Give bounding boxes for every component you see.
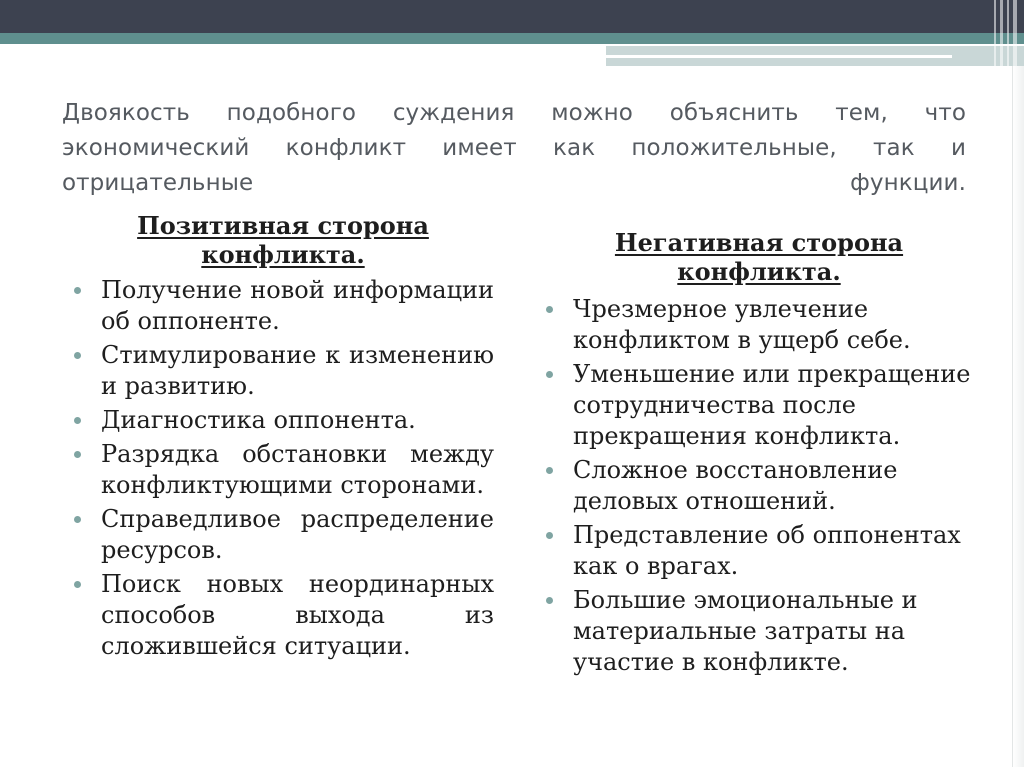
negative-list [544, 294, 974, 678]
list-item: Справедливое распределение ресурсов. [72, 504, 494, 566]
positive-heading: Позитивная сторона конфликта. [137, 211, 429, 269]
header-teal-band [0, 33, 1024, 44]
bullet-icon [74, 352, 81, 359]
list-item: Представление об оппонентах как о врагах. [544, 520, 974, 582]
header-stripe [1013, 0, 1017, 66]
header-stripe [1007, 0, 1009, 66]
bullet-icon [74, 417, 81, 424]
list-item: Стимулирование к изменению и развитию. [72, 340, 494, 402]
bullet-icon [74, 581, 81, 588]
page-curl-edge [1012, 66, 1024, 767]
bullet-icon [74, 287, 81, 294]
bullet-icon [74, 516, 81, 523]
header-stripe [994, 0, 996, 66]
bullet-icon [546, 532, 553, 539]
bullet-icon [546, 371, 553, 378]
bullet-icon [74, 451, 81, 458]
negative-heading: Негативная сторона конфликта. [614, 228, 904, 286]
positive-column [72, 211, 494, 665]
bullet-icon [546, 467, 553, 474]
bullet-icon [546, 306, 553, 313]
intro-paragraph: Двоякость подобного суждения можно объяснить тем, что экономический конфликт имеет как положительные, так и отрицательные функции. [62, 100, 966, 196]
list-item: Чрезмерное увлечение конфликтом в ущерб себе. [544, 294, 974, 356]
negative-column [544, 228, 974, 681]
list-item: Поиск новых неординарных способов выхода из сложившейся ситуации. [72, 569, 494, 662]
bullet-icon [546, 597, 553, 604]
header-stripe [1000, 0, 1003, 66]
list-item: Диагностика оппонента. [72, 405, 494, 436]
list-item: Сложное восстановление деловых отношений. [544, 455, 974, 517]
list-item: Получение новой информации об оппоненте. [72, 275, 494, 337]
list-item: Разрядка обстановки между конфликтующими сторонами. [72, 439, 494, 501]
header-dark-band [0, 0, 1024, 33]
list-item: Уменьшение или прекращение сотрудничества после прекращения конфликта. [544, 359, 974, 452]
list-item: Большие эмоциональные и материальные затраты на участие в конфликте. [544, 585, 974, 678]
header-white-line [606, 55, 952, 58]
positive-list [72, 275, 494, 662]
